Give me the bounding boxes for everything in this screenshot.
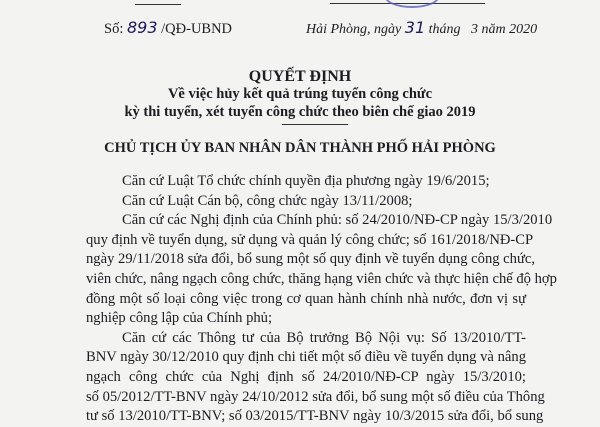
issuing-authority: CHỦ TỊCH ỦY BAN NHÂN DÂN THÀNH PHỐ HẢI PHÒNG (104, 140, 496, 156)
stamp-icon (385, 0, 439, 8)
subject-line-2: kỳ thi tuyển, xét tuyển công chức theo biên chế giao 2019 (124, 104, 476, 120)
header-divider-left (135, 4, 181, 5)
date-day: 31 (404, 18, 426, 37)
document-date (306, 18, 537, 38)
date-suffix: tháng 3 năm 2020 (428, 22, 538, 37)
body-line: đồng một số loại công việc trong cơ quan hành chính nhà nước, đơn vị sự (86, 290, 526, 307)
subject-line-1: Về việc hủy kết quả trúng tuyển công chức (167, 86, 433, 102)
date-prefix: Hải Phòng, ngày (306, 22, 402, 37)
body-line: Căn cứ Luật Cán bộ, công chức ngày 13/11/2008; (122, 192, 413, 209)
number-suffix: /QĐ-UBND (161, 21, 233, 37)
body-line: Căn cứ các Nghị định của Chính phủ: số 24/2010/NĐ-CP ngày 15/3/2010 (122, 212, 553, 229)
subject-underline (282, 124, 348, 125)
body-line: quy định về tuyển dụng, sử dụng và quản lý công chức; số 161/2018/NĐ-CP (86, 231, 534, 248)
document-body (86, 172, 557, 427)
body-line: Căn cứ các Thông tư của Bộ trưởng Bộ Nội vụ: Số 13/2010/TT- (122, 329, 526, 346)
body-line: ngạch công chức của Nghị định số 24/2010/NĐ-CP ngày 15/3/2010; (86, 368, 526, 385)
body-line: BNV ngày 30/12/2010 quy định chi tiết một số điều về tuyển dụng và nâng (86, 349, 526, 366)
document-title: QUYẾT ĐỊNH (248, 68, 352, 85)
document-number (104, 18, 232, 38)
number-label: Số: (104, 21, 124, 37)
body-line: viên chức, nâng ngạch công chức, thăng hạng viên chức và thực hiện chế độ hợp (86, 270, 557, 287)
body-line: số 05/2012/TT-BNV ngày 24/10/2012 sửa đổi, bổ sung một số điều của Thông (86, 388, 545, 405)
body-line: Căn cứ Luật Tổ chức chính quyền địa phương ngày 19/6/2015; (122, 173, 490, 189)
body-line: ngày 29/11/2018 sửa đổi, bổ sung một số quy định về tuyển dụng công chức, (86, 251, 535, 268)
body-line: tư số 13/2010/TT-BNV; số 03/2015/TT-BNV ngày 10/3/2015 sửa đổi, bổ sung (86, 408, 544, 425)
number-handwritten: 893 (126, 18, 158, 37)
body-line: nghiệp công lập của Chính phủ; (86, 310, 273, 327)
